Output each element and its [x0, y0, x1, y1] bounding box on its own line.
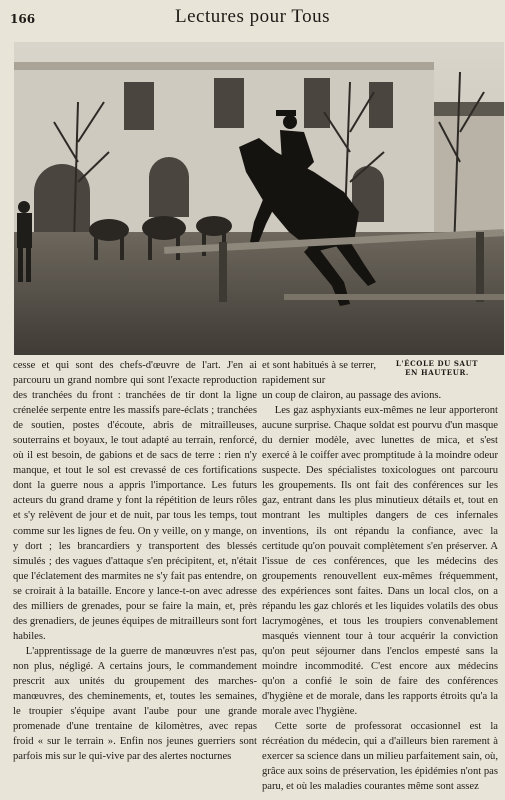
- paragraph: L'apprentissage de la guerre de manœuvres n'est pas, non plus, négligé. A certains jours, le commandement prescrit aux unités du groupement des marches-manœuvres, des cheminements, et, toutes les semaines, le troupier s'équipe avant l'aube pour une grande promenade d'une trentaine de kilomètres, avec repas froid « sur le terrain ». Enfin nos jeunes guerriers sont parfois mis sur le qui-vive par des alertes nocturnes: [13, 645, 257, 763]
- paragraph: Les gaz asphyxiants eux-mêmes ne leur apporteront aucune surprise. Chaque soldat est pourvu d'un masque du dernier modèle, avec lunettes de mica, et s'est exercé à le coiffer avec promptitude à la moindre odeur suspecte. Des spécialistes toxicologues ont parcouru les groupements. Ils ont fait des conférences sur les gaz, entrant dans les plus minutieux détails et, tout en montrant les multiples dangers de ces infernales inventions, ils ont répandu la confiance, avec la certitude qu'on pouvait complètement s'en préserver. A l'issue de ces conférences, que les médecins des groupements renouvellent eux-mêmes fréquemment, des expériences sont faites. Dans un local clos, on a répandu les gaz chlorés et les liquides volatils des obus lacrymogènes, et tous les troupiers convenablement masqués viennent tour à tour acquérir la conviction qu'on peut séjourner dans l'enclos empesté sans la moindre incommodité. C'est encore aux médecins qu'on a confié le soin de faire des conférences d'hygiène et de morale, dans les rapports étroits qu'a la morale avec l'hygiène.: [262, 405, 498, 718]
- ground: [14, 232, 504, 355]
- text-column-right: [262, 358, 498, 794]
- paragraph: cesse et qui sont des chefs-d'œuvre de l'art. J'en ai parcouru un grand nombre qui sont l'exacte reproduction des tranchées du front : tranchées de tir dont la ligne crénelée serpente entre les massifs pare-éclats ; tranchées de soutien, postes d'écoute, abris de mitrailleuses, souterrains et boyaux, le tout adapté au terrain, renforcé, où il est besoin, de gabions et de sacs de terre : rien n'y manque, et tout le sol est crevassé de ces fortifications dont la guerre nous a appris l'importance. Les futurs acteurs du grand drame y font la répétition de leurs rôles et s'y relèvent de jour et de nuit, par tous les temps, tout comme sur les lignes de feu. On y veille, on y mange, on y dort ; les brancardiers y transportent des blessés simulés ; des vagues d'attaque s'en précipitent, et, n'était que l'éclatement des marmites ne s'y fait pas entendre, on se croirait à la bataille. Encore y lance-t-on avec adresse des milliers de grenades, pour se faire la main, et, près des grenadiers, de jeunes équipes de mitrailleurs sont fort habiles.: [13, 360, 257, 642]
- photo-illustration: [14, 42, 504, 355]
- page-number: 166: [10, 12, 36, 26]
- photo-horse-jump: [14, 42, 504, 355]
- paragraph-continuation: et sont habitués à se terrer, rapidement sur: [262, 360, 376, 387]
- paragraph: Cette sorte de professorat occasionnel est la récréation du médecin, qui a d'ailleurs bien rarement à exercer sa science dans un milieu parfaitement sain, où, grâce aux soins de préservation, les épidémies n'ont pas paru, et où les maladies courantes même sont assez: [262, 721, 498, 793]
- caption-line-2: EN HAUTEUR.: [405, 368, 469, 377]
- caption-line-1: L'ÉCOLE DU SAUT: [395, 359, 479, 368]
- running-title: Lectures pour Tous: [174, 6, 331, 27]
- text-column-left: [13, 358, 257, 764]
- paragraph-continuation-end: un coup de clairon, au passage des avions.: [262, 390, 442, 402]
